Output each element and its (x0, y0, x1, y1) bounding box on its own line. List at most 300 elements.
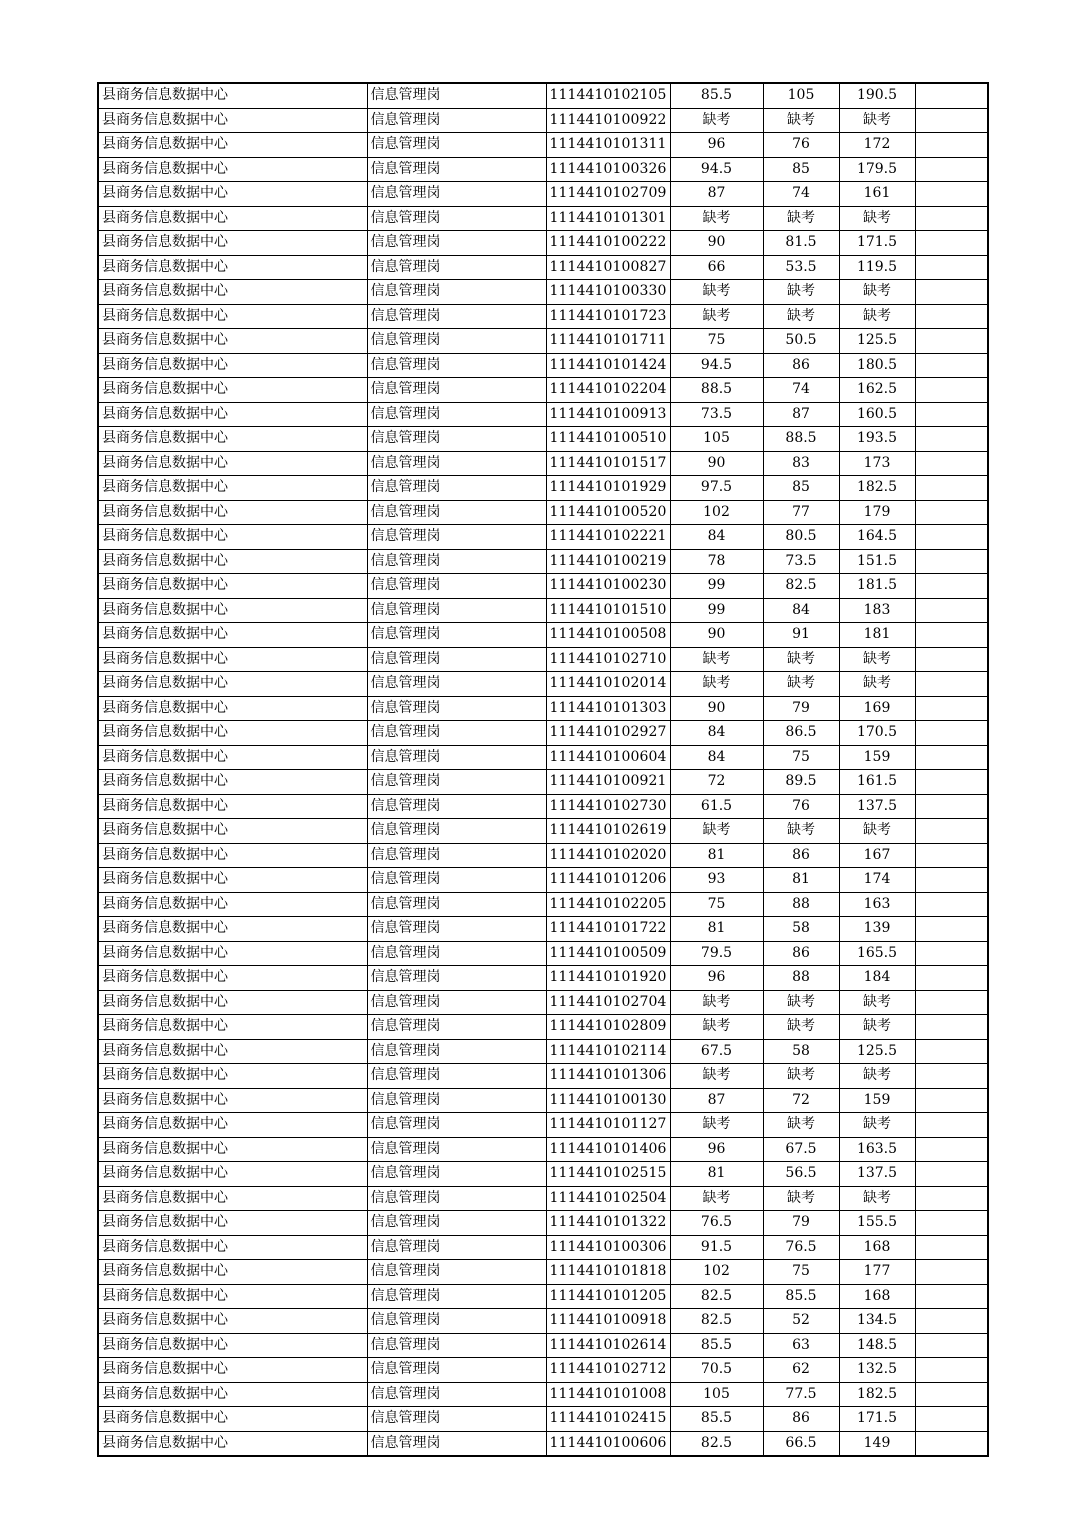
note-cell (915, 1333, 988, 1358)
total-score-cell: 缺考 (839, 672, 915, 697)
unit-cell: 县商务信息数据中心 (98, 549, 367, 574)
score-table (97, 82, 989, 1457)
unit-cell: 县商务信息数据中心 (98, 1407, 367, 1432)
table-row (98, 451, 988, 476)
exam-id-cell: 1114410101406 (546, 1137, 670, 1162)
written-score-cell: 85.5 (670, 83, 763, 108)
exam-id-cell: 1114410100306 (546, 1235, 670, 1260)
unit-cell: 县商务信息数据中心 (98, 1113, 367, 1138)
table-row (98, 206, 988, 231)
interview-score-cell: 89.5 (763, 770, 839, 795)
table-row (98, 1407, 988, 1432)
exam-id-cell: 1114410102619 (546, 819, 670, 844)
post-cell: 信息管理岗 (367, 427, 546, 452)
table-row (98, 1039, 988, 1064)
note-cell (915, 892, 988, 917)
unit-cell: 县商务信息数据中心 (98, 157, 367, 182)
interview-score-cell: 缺考 (763, 819, 839, 844)
written-score-cell: 缺考 (670, 108, 763, 133)
post-cell: 信息管理岗 (367, 1382, 546, 1407)
total-score-cell: 139 (839, 917, 915, 942)
total-score-cell: 164.5 (839, 525, 915, 550)
table-row (98, 1382, 988, 1407)
written-score-cell: 99 (670, 598, 763, 623)
written-score-cell: 97.5 (670, 476, 763, 501)
total-score-cell: 174 (839, 868, 915, 893)
post-cell: 信息管理岗 (367, 500, 546, 525)
unit-cell: 县商务信息数据中心 (98, 794, 367, 819)
exam-id-cell: 1114410101311 (546, 133, 670, 158)
total-score-cell: 171.5 (839, 1407, 915, 1432)
unit-cell: 县商务信息数据中心 (98, 353, 367, 378)
note-cell (915, 1186, 988, 1211)
note-cell (915, 598, 988, 623)
total-score-cell: 缺考 (839, 108, 915, 133)
written-score-cell: 61.5 (670, 794, 763, 819)
post-cell: 信息管理岗 (367, 574, 546, 599)
note-cell (915, 770, 988, 795)
note-cell (915, 1088, 988, 1113)
total-score-cell: 缺考 (839, 1064, 915, 1089)
written-score-cell: 105 (670, 427, 763, 452)
table-row (98, 1260, 988, 1285)
note-cell (915, 794, 988, 819)
table-row (98, 1186, 988, 1211)
total-score-cell: 183 (839, 598, 915, 623)
total-score-cell: 171.5 (839, 231, 915, 256)
total-score-cell: 148.5 (839, 1333, 915, 1358)
total-score-cell: 173 (839, 451, 915, 476)
written-score-cell: 85.5 (670, 1333, 763, 1358)
written-score-cell: 82.5 (670, 1309, 763, 1334)
written-score-cell: 缺考 (670, 1113, 763, 1138)
written-score-cell: 90 (670, 451, 763, 476)
table-row (98, 1064, 988, 1089)
unit-cell: 县商务信息数据中心 (98, 1358, 367, 1383)
note-cell (915, 1309, 988, 1334)
interview-score-cell: 88 (763, 966, 839, 991)
written-score-cell: 94.5 (670, 353, 763, 378)
note-cell (915, 108, 988, 133)
total-score-cell: 170.5 (839, 721, 915, 746)
exam-id-cell: 1114410100230 (546, 574, 670, 599)
interview-score-cell: 88 (763, 892, 839, 917)
note-cell (915, 1431, 988, 1456)
post-cell: 信息管理岗 (367, 378, 546, 403)
exam-id-cell: 1114410101008 (546, 1382, 670, 1407)
written-score-cell: 67.5 (670, 1039, 763, 1064)
interview-score-cell: 66.5 (763, 1431, 839, 1456)
exam-id-cell: 1114410101303 (546, 696, 670, 721)
written-score-cell: 缺考 (670, 819, 763, 844)
interview-score-cell: 85 (763, 157, 839, 182)
unit-cell: 县商务信息数据中心 (98, 451, 367, 476)
exam-id-cell: 1114410101301 (546, 206, 670, 231)
interview-score-cell: 76.5 (763, 1235, 839, 1260)
note-cell (915, 574, 988, 599)
written-score-cell: 82.5 (670, 1431, 763, 1456)
unit-cell: 县商务信息数据中心 (98, 770, 367, 795)
note-cell (915, 83, 988, 108)
table-row (98, 1015, 988, 1040)
exam-id-cell: 1114410101920 (546, 966, 670, 991)
unit-cell: 县商务信息数据中心 (98, 647, 367, 672)
total-score-cell: 159 (839, 1088, 915, 1113)
exam-id-cell: 1114410102204 (546, 378, 670, 403)
post-cell: 信息管理岗 (367, 133, 546, 158)
post-cell: 信息管理岗 (367, 476, 546, 501)
total-score-cell: 125.5 (839, 329, 915, 354)
post-cell: 信息管理岗 (367, 966, 546, 991)
interview-score-cell: 74 (763, 378, 839, 403)
unit-cell: 县商务信息数据中心 (98, 206, 367, 231)
note-cell (915, 941, 988, 966)
exam-id-cell: 1114410101723 (546, 304, 670, 329)
interview-score-cell: 缺考 (763, 304, 839, 329)
unit-cell: 县商务信息数据中心 (98, 1235, 367, 1260)
exam-id-cell: 1114410100520 (546, 500, 670, 525)
written-score-cell: 90 (670, 231, 763, 256)
note-cell (915, 451, 988, 476)
total-score-cell: 149 (839, 1431, 915, 1456)
written-score-cell: 76.5 (670, 1211, 763, 1236)
table-row (98, 990, 988, 1015)
table-row (98, 1088, 988, 1113)
post-cell: 信息管理岗 (367, 1284, 546, 1309)
total-score-cell: 184 (839, 966, 915, 991)
interview-score-cell: 80.5 (763, 525, 839, 550)
table-row (98, 353, 988, 378)
note-cell (915, 206, 988, 231)
written-score-cell: 73.5 (670, 402, 763, 427)
exam-id-cell: 1114410100913 (546, 402, 670, 427)
total-score-cell: 182.5 (839, 1382, 915, 1407)
unit-cell: 县商务信息数据中心 (98, 304, 367, 329)
exam-id-cell: 1114410102927 (546, 721, 670, 746)
exam-id-cell: 1114410102809 (546, 1015, 670, 1040)
total-score-cell: 172 (839, 133, 915, 158)
exam-id-cell: 1114410102221 (546, 525, 670, 550)
table-row (98, 819, 988, 844)
note-cell (915, 917, 988, 942)
written-score-cell: 缺考 (670, 1064, 763, 1089)
exam-id-cell: 1114410100219 (546, 549, 670, 574)
exam-id-cell: 1114410100222 (546, 231, 670, 256)
unit-cell: 县商务信息数据中心 (98, 745, 367, 770)
note-cell (915, 672, 988, 697)
exam-id-cell: 1114410102114 (546, 1039, 670, 1064)
table-row (98, 1333, 988, 1358)
unit-cell: 县商务信息数据中心 (98, 182, 367, 207)
note-cell (915, 745, 988, 770)
note-cell (915, 280, 988, 305)
post-cell: 信息管理岗 (367, 353, 546, 378)
written-score-cell: 102 (670, 1260, 763, 1285)
interview-score-cell: 82.5 (763, 574, 839, 599)
note-cell (915, 1235, 988, 1260)
table-row (98, 182, 988, 207)
interview-score-cell: 50.5 (763, 329, 839, 354)
total-score-cell: 缺考 (839, 990, 915, 1015)
interview-score-cell: 81.5 (763, 231, 839, 256)
written-score-cell: 66 (670, 255, 763, 280)
unit-cell: 县商务信息数据中心 (98, 1211, 367, 1236)
post-cell: 信息管理岗 (367, 696, 546, 721)
interview-score-cell: 58 (763, 917, 839, 942)
note-cell (915, 549, 988, 574)
written-score-cell: 缺考 (670, 1186, 763, 1211)
unit-cell: 县商务信息数据中心 (98, 1382, 367, 1407)
note-cell (915, 402, 988, 427)
post-cell: 信息管理岗 (367, 647, 546, 672)
interview-score-cell: 58 (763, 1039, 839, 1064)
exam-id-cell: 1114410101929 (546, 476, 670, 501)
post-cell: 信息管理岗 (367, 745, 546, 770)
interview-score-cell: 86 (763, 353, 839, 378)
total-score-cell: 缺考 (839, 304, 915, 329)
total-score-cell: 182.5 (839, 476, 915, 501)
unit-cell: 县商务信息数据中心 (98, 1015, 367, 1040)
total-score-cell: 167 (839, 843, 915, 868)
post-cell: 信息管理岗 (367, 231, 546, 256)
post-cell: 信息管理岗 (367, 892, 546, 917)
total-score-cell: 137.5 (839, 1162, 915, 1187)
total-score-cell: 119.5 (839, 255, 915, 280)
unit-cell: 县商务信息数据中心 (98, 255, 367, 280)
note-cell (915, 843, 988, 868)
note-cell (915, 868, 988, 893)
unit-cell: 县商务信息数据中心 (98, 427, 367, 452)
table-row (98, 696, 988, 721)
interview-score-cell: 84 (763, 598, 839, 623)
post-cell: 信息管理岗 (367, 1088, 546, 1113)
note-cell (915, 157, 988, 182)
post-cell: 信息管理岗 (367, 206, 546, 231)
exam-id-cell: 1114410101722 (546, 917, 670, 942)
post-cell: 信息管理岗 (367, 990, 546, 1015)
unit-cell: 县商务信息数据中心 (98, 892, 367, 917)
post-cell: 信息管理岗 (367, 819, 546, 844)
exam-id-cell: 1114410102020 (546, 843, 670, 868)
note-cell (915, 329, 988, 354)
interview-score-cell: 74 (763, 182, 839, 207)
exam-id-cell: 1114410102515 (546, 1162, 670, 1187)
exam-id-cell: 1114410101306 (546, 1064, 670, 1089)
exam-id-cell: 1114410101205 (546, 1284, 670, 1309)
table-row (98, 672, 988, 697)
note-cell (915, 1260, 988, 1285)
table-row (98, 868, 988, 893)
interview-score-cell: 56.5 (763, 1162, 839, 1187)
table-row (98, 941, 988, 966)
note-cell (915, 182, 988, 207)
interview-score-cell: 87 (763, 402, 839, 427)
note-cell (915, 255, 988, 280)
post-cell: 信息管理岗 (367, 1260, 546, 1285)
note-cell (915, 696, 988, 721)
total-score-cell: 155.5 (839, 1211, 915, 1236)
unit-cell: 县商务信息数据中心 (98, 1039, 367, 1064)
note-cell (915, 990, 988, 1015)
total-score-cell: 168 (839, 1284, 915, 1309)
interview-score-cell: 缺考 (763, 672, 839, 697)
post-cell: 信息管理岗 (367, 770, 546, 795)
unit-cell: 县商务信息数据中心 (98, 500, 367, 525)
written-score-cell: 81 (670, 1162, 763, 1187)
unit-cell: 县商务信息数据中心 (98, 990, 367, 1015)
unit-cell: 县商务信息数据中心 (98, 672, 367, 697)
note-cell (915, 623, 988, 648)
interview-score-cell: 79 (763, 1211, 839, 1236)
total-score-cell: 179.5 (839, 157, 915, 182)
unit-cell: 县商务信息数据中心 (98, 1162, 367, 1187)
total-score-cell: 161 (839, 182, 915, 207)
interview-score-cell: 77.5 (763, 1382, 839, 1407)
total-score-cell: 159 (839, 745, 915, 770)
exam-id-cell: 1114410100827 (546, 255, 670, 280)
note-cell (915, 1382, 988, 1407)
exam-id-cell: 1114410102704 (546, 990, 670, 1015)
exam-id-cell: 1114410102014 (546, 672, 670, 697)
table-row (98, 304, 988, 329)
written-score-cell: 81 (670, 843, 763, 868)
written-score-cell: 88.5 (670, 378, 763, 403)
post-cell: 信息管理岗 (367, 917, 546, 942)
exam-id-cell: 1114410102105 (546, 83, 670, 108)
post-cell: 信息管理岗 (367, 1186, 546, 1211)
total-score-cell: 165.5 (839, 941, 915, 966)
written-score-cell: 91.5 (670, 1235, 763, 1260)
exam-id-cell: 1114410101322 (546, 1211, 670, 1236)
table-row (98, 794, 988, 819)
post-cell: 信息管理岗 (367, 868, 546, 893)
total-score-cell: 缺考 (839, 1186, 915, 1211)
total-score-cell: 163.5 (839, 1137, 915, 1162)
note-cell (915, 1284, 988, 1309)
post-cell: 信息管理岗 (367, 1015, 546, 1040)
written-score-cell: 102 (670, 500, 763, 525)
written-score-cell: 84 (670, 745, 763, 770)
note-cell (915, 1137, 988, 1162)
interview-score-cell: 73.5 (763, 549, 839, 574)
table-row (98, 500, 988, 525)
table-row (98, 1284, 988, 1309)
interview-score-cell: 缺考 (763, 206, 839, 231)
table-row (98, 1137, 988, 1162)
written-score-cell: 105 (670, 1382, 763, 1407)
table-row (98, 83, 988, 108)
written-score-cell: 缺考 (670, 1015, 763, 1040)
total-score-cell: 125.5 (839, 1039, 915, 1064)
unit-cell: 县商务信息数据中心 (98, 966, 367, 991)
total-score-cell: 163 (839, 892, 915, 917)
post-cell: 信息管理岗 (367, 1162, 546, 1187)
interview-score-cell: 79 (763, 696, 839, 721)
written-score-cell: 缺考 (670, 304, 763, 329)
interview-score-cell: 81 (763, 868, 839, 893)
note-cell (915, 133, 988, 158)
exam-id-cell: 1114410102710 (546, 647, 670, 672)
note-cell (915, 647, 988, 672)
note-cell (915, 1162, 988, 1187)
note-cell (915, 353, 988, 378)
table-row (98, 329, 988, 354)
exam-id-cell: 1114410100510 (546, 427, 670, 452)
unit-cell: 县商务信息数据中心 (98, 843, 367, 868)
table-row (98, 1162, 988, 1187)
unit-cell: 县商务信息数据中心 (98, 1260, 367, 1285)
note-cell (915, 525, 988, 550)
interview-score-cell: 缺考 (763, 1186, 839, 1211)
table-row (98, 574, 988, 599)
interview-score-cell: 77 (763, 500, 839, 525)
interview-score-cell: 86.5 (763, 721, 839, 746)
table-row (98, 525, 988, 550)
written-score-cell: 96 (670, 133, 763, 158)
total-score-cell: 190.5 (839, 83, 915, 108)
unit-cell: 县商务信息数据中心 (98, 83, 367, 108)
table-row (98, 255, 988, 280)
unit-cell: 县商务信息数据中心 (98, 574, 367, 599)
post-cell: 信息管理岗 (367, 549, 546, 574)
table-row (98, 133, 988, 158)
post-cell: 信息管理岗 (367, 1407, 546, 1432)
table-row (98, 647, 988, 672)
written-score-cell: 缺考 (670, 647, 763, 672)
total-score-cell: 180.5 (839, 353, 915, 378)
interview-score-cell: 83 (763, 451, 839, 476)
unit-cell: 县商务信息数据中心 (98, 941, 367, 966)
table-row (98, 1211, 988, 1236)
unit-cell: 县商务信息数据中心 (98, 819, 367, 844)
post-cell: 信息管理岗 (367, 402, 546, 427)
written-score-cell: 75 (670, 329, 763, 354)
table-row (98, 843, 988, 868)
written-score-cell: 81 (670, 917, 763, 942)
exam-id-cell: 1114410100921 (546, 770, 670, 795)
written-score-cell: 90 (670, 696, 763, 721)
table-row (98, 157, 988, 182)
note-cell (915, 427, 988, 452)
unit-cell: 县商务信息数据中心 (98, 1186, 367, 1211)
interview-score-cell: 缺考 (763, 1064, 839, 1089)
post-cell: 信息管理岗 (367, 1039, 546, 1064)
written-score-cell: 70.5 (670, 1358, 763, 1383)
interview-score-cell: 缺考 (763, 647, 839, 672)
post-cell: 信息管理岗 (367, 255, 546, 280)
interview-score-cell: 63 (763, 1333, 839, 1358)
exam-id-cell: 1114410101711 (546, 329, 670, 354)
table-row (98, 280, 988, 305)
unit-cell: 县商务信息数据中心 (98, 623, 367, 648)
total-score-cell: 162.5 (839, 378, 915, 403)
written-score-cell: 缺考 (670, 206, 763, 231)
interview-score-cell: 85.5 (763, 1284, 839, 1309)
total-score-cell: 181.5 (839, 574, 915, 599)
table-row (98, 476, 988, 501)
note-cell (915, 1407, 988, 1432)
written-score-cell: 90 (670, 623, 763, 648)
interview-score-cell: 76 (763, 794, 839, 819)
post-cell: 信息管理岗 (367, 794, 546, 819)
interview-score-cell: 86 (763, 843, 839, 868)
written-score-cell: 85.5 (670, 1407, 763, 1432)
written-score-cell: 96 (670, 966, 763, 991)
total-score-cell: 168 (839, 1235, 915, 1260)
written-score-cell: 75 (670, 892, 763, 917)
table-row (98, 1431, 988, 1456)
unit-cell: 县商务信息数据中心 (98, 1431, 367, 1456)
